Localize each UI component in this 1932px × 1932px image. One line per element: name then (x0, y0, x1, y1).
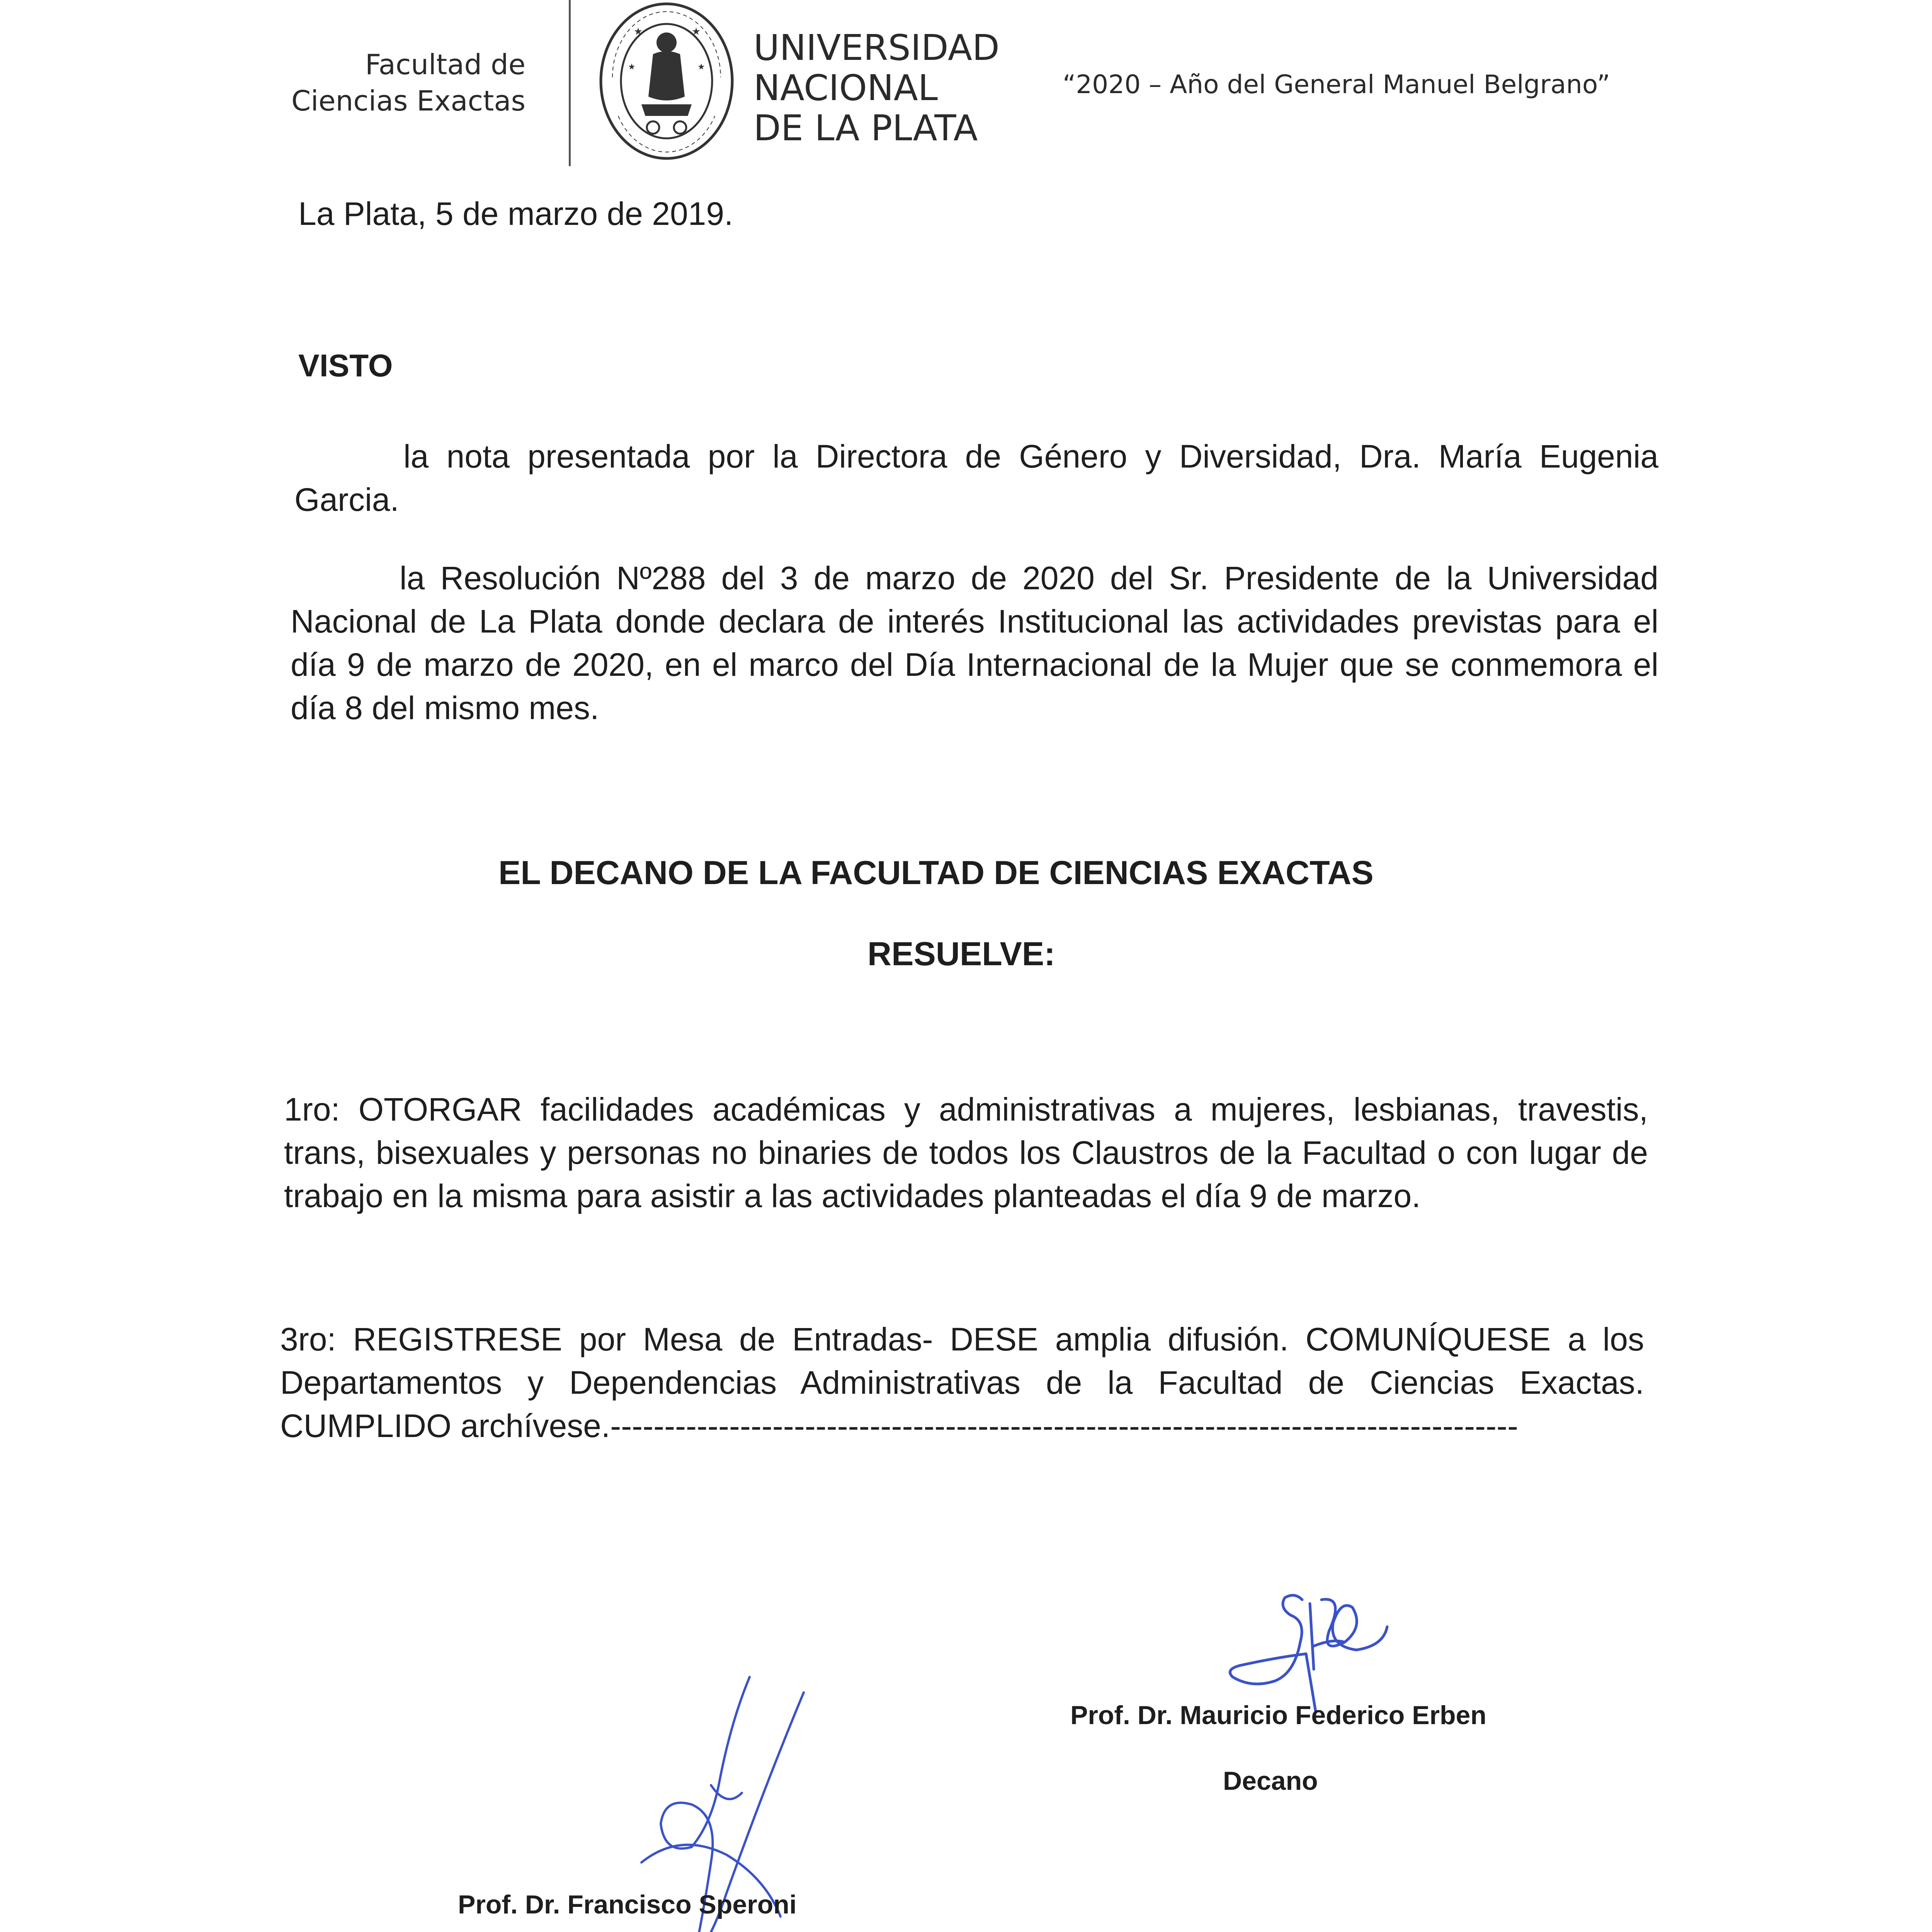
svg-text:★: ★ (697, 62, 705, 71)
svg-text:★: ★ (634, 26, 643, 37)
university-seal (595, 0, 738, 162)
year-motto: “2020 – Año del General Manuel Belgrano” (1063, 70, 1611, 99)
seal-emblem-icon (595, 0, 738, 162)
university-name (753, 28, 1000, 148)
faculty-name-line2: Ciencias Exactas (291, 85, 526, 117)
visto-heading: VISTO (298, 348, 393, 383)
university-name-line1: UNIVERSIDAD (753, 27, 1000, 68)
visto-paragraph-2 (291, 556, 1658, 730)
visto-paragraph-1 (294, 435, 1658, 521)
svg-text:★: ★ (628, 62, 636, 71)
dean-name: Prof. Dr. Mauricio Federico Erben (1070, 1701, 1486, 1730)
document-date: La Plata, 5 de marzo de 2019. (298, 196, 733, 232)
letterhead-divider (569, 0, 571, 166)
visto-paragraph-2-text: la Resolución Nº288 del 3 de marzo de 2020 del Sr. Presidente de la Universidad Nacional de La Plata donde declara de interés Institucional las actividades previstas para el día 9 de marzo de 2020, en el marco del Día Internacional de la Mujer que se conmemora el día 8 del mismo mes. (291, 560, 1658, 726)
article-3: 3ro: REGISTRESE por Mesa de Entradas- DESE amplia difusión. COMUNÍQUESE a los Departamentos y Dependencias Administrativas de la Facultad de Ciencias Exactas. CUMPLIDO archívese.------------------------------------------------------------------------------------ (280, 1321, 1644, 1444)
dean-role: Decano (1223, 1766, 1318, 1796)
university-name-line2: NACIONAL (753, 67, 938, 109)
secretary-name: Prof. Dr. Francisco Speroni (458, 1890, 797, 1919)
article-1: 1ro: OTORGAR facilidades académicas y administrativas a mujeres, lesbianas, travestis, trans, bisexuales y personas no binaries de todos los Claustros de la Facultad o con lugar de trabajo en la misma para asistir a las actividades planteadas el día 9 de marzo. (284, 1091, 1648, 1214)
svg-text:★: ★ (692, 26, 701, 37)
faculty-name (232, 46, 526, 119)
visto-paragraph-1-text: la nota presentada por la Directora de Género y Diversidad, Dra. María Eugenia Garcia. (294, 438, 1658, 518)
resuelve-heading: RESUELVE: (867, 935, 1055, 973)
faculty-name-line1: Facultad de (365, 48, 526, 81)
university-name-line3: DE LA PLATA (753, 107, 978, 149)
decano-heading: EL DECANO DE LA FACULTAD DE CIENCIAS EXACTAS (498, 854, 1374, 891)
